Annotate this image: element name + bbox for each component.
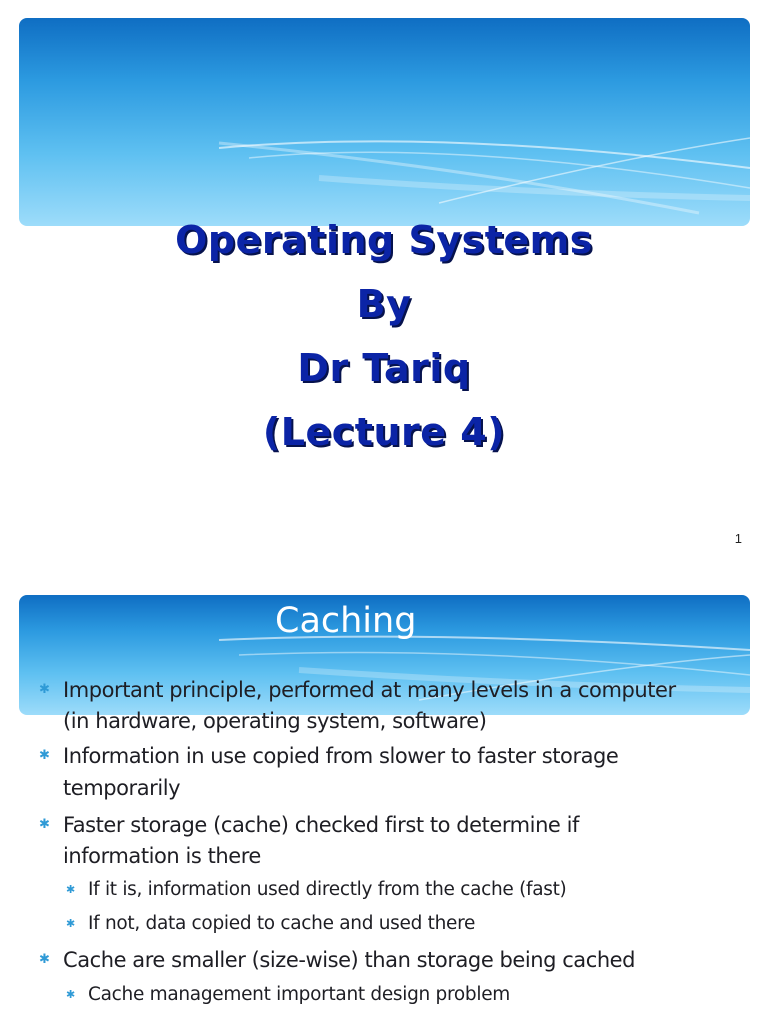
bullet-line: (in hardware, operating system, software): [63, 709, 487, 733]
title-line: Dr Tariq: [297, 346, 471, 390]
sub-bullet-line: If not, data copied to cache and used there: [88, 913, 476, 934]
sub-bullet-line: If it is, information used directly from the cache (fast): [88, 879, 567, 900]
asterisk-bullet-icon: ✱: [39, 817, 50, 832]
asterisk-bullet-icon: ✱: [39, 952, 50, 967]
asterisk-bullet-icon: ✱: [66, 917, 76, 930]
bullet-line: Important principle, performed at many levels in a computer: [63, 678, 676, 702]
bullet-line: Cache are smaller (size-wise) than storage being cached: [63, 948, 636, 972]
asterisk-bullet-icon: ✱: [66, 988, 76, 1001]
title-line: (Lecture 4): [262, 410, 506, 454]
asterisk-bullet-icon: ✱: [39, 748, 50, 763]
bullet-line: temporarily: [63, 776, 181, 800]
caching-slide: [0, 578, 768, 1024]
slide-title: Caching: [275, 601, 417, 641]
asterisk-bullet-icon: ✱: [66, 883, 76, 896]
bullet-line: Faster storage (cache) checked first to determine if: [63, 813, 579, 837]
header-banner: [19, 18, 750, 226]
asterisk-bullet-icon: ✱: [39, 682, 50, 697]
wave-decoration: [19, 18, 750, 226]
title-line: By: [356, 282, 412, 326]
page-number: 1: [734, 531, 742, 546]
bullet-line: information is there: [63, 844, 261, 868]
sub-bullet-line: Cache management important design problem: [88, 984, 510, 1005]
bullet-line: Information in use copied from slower to faster storage: [63, 744, 619, 768]
title-line: Operating Systems: [175, 218, 593, 262]
slide-title: [0, 208, 768, 464]
